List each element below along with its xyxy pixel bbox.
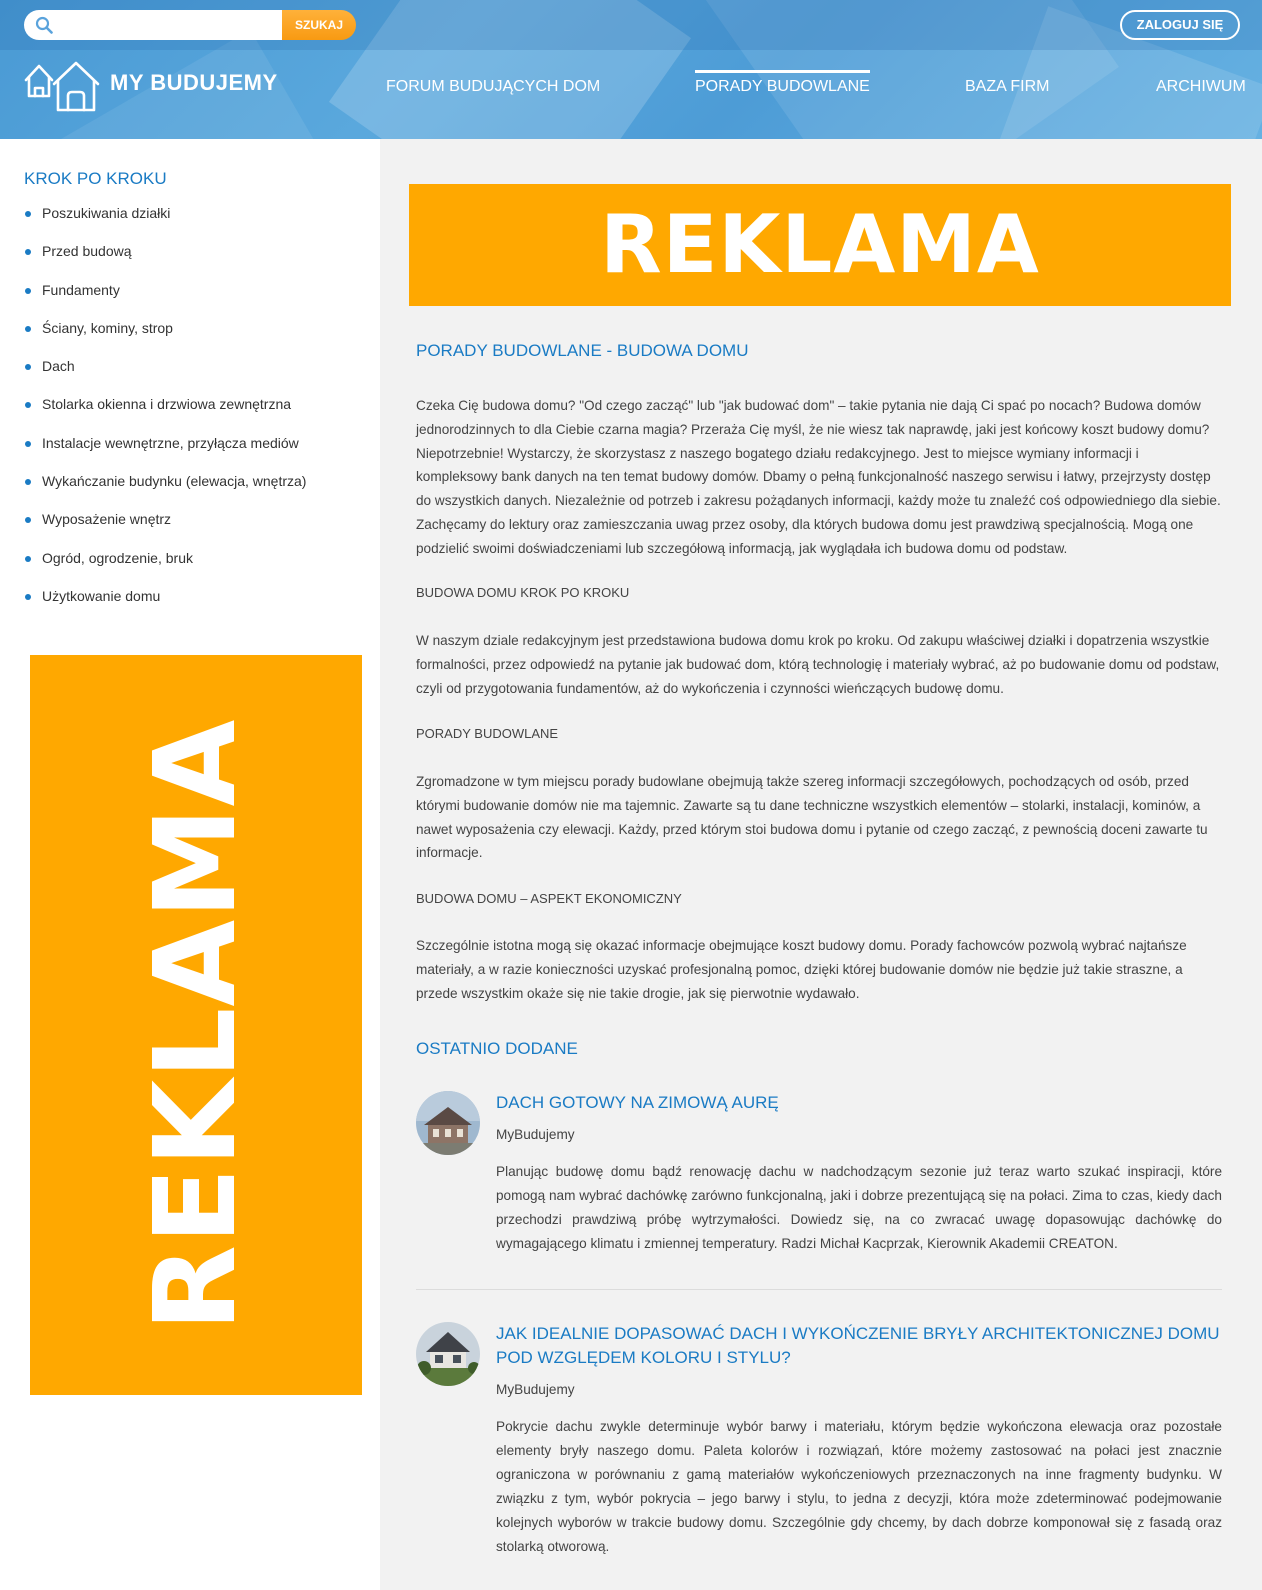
article-thumbnail[interactable] xyxy=(416,1091,480,1155)
sidebar-item-label: Ogród, ogrodzenie, bruk xyxy=(42,549,193,566)
sidebar-item-wykanczanie[interactable] xyxy=(24,473,306,511)
section-heading-aspekt-ekonomiczny: BUDOWA DOMU – ASPEKT EKONOMICZNY xyxy=(416,891,682,906)
bullet-icon xyxy=(25,364,31,370)
search-button[interactable]: SZUKAJ xyxy=(282,10,356,40)
sidebar-item-instalacje[interactable] xyxy=(24,435,306,473)
sidebar-item-przed-budowa[interactable] xyxy=(24,243,306,281)
section-heading-krok-po-kroku: BUDOWA DOMU KROK PO KROKU xyxy=(416,585,630,600)
bullet-icon xyxy=(25,594,31,600)
sidebar-item-poszukiwania-dzialki[interactable] xyxy=(24,205,306,243)
top-ad-text: REKLAMA xyxy=(600,198,1040,291)
house-photo-icon xyxy=(416,1091,480,1155)
article-item xyxy=(416,1322,1222,1582)
bullet-icon xyxy=(25,402,31,408)
search-icon xyxy=(35,16,53,34)
bullet-icon xyxy=(25,517,31,523)
search-field[interactable] xyxy=(24,10,282,40)
sidebar-item-label: Poszukiwania działki xyxy=(42,205,171,221)
sidebar-menu xyxy=(24,205,306,626)
house-logo-icon xyxy=(24,60,100,112)
search-bar xyxy=(24,10,356,40)
sidebar-item-label: Fundamenty xyxy=(42,281,120,298)
bullet-icon xyxy=(25,556,31,562)
logo-text: MY BUDUJEMY xyxy=(110,70,278,95)
sidebar-title: KROK PO KROKU xyxy=(24,169,167,188)
sidebar-item-label: Wyposażenie wnętrz xyxy=(42,511,172,528)
article-title[interactable]: DACH GOTOWY NA ZIMOWĄ AURĘ xyxy=(496,1093,779,1112)
site-header xyxy=(0,0,1262,139)
house-photo-icon xyxy=(416,1322,480,1386)
nav-baza-firm[interactable]: BAZA FIRM xyxy=(965,78,1050,95)
intro-paragraph: Czeka Cię budowa domu? "Od czego zacząć" lub "jak budować dom" – takie pytania nie dają Ci spać po nocach? Budowa domów jednorodzinnych to dla Ciebie czarna magia? Przeraża Cię myśl, że nie wiesz tak naprawdę, jaki jest końcowy koszt budowy domu? Niepotrzebnie! Wystarczy, że skorzystasz z naszego bogatego działu redakcyjnego. Jest to miejsce wymiany informacji i kompleksowy bank danych na ten temat budowy domów. Dbamy o pełną funkcjonalność naszego serwisu i łatwy, przejrzysty dostęp do wszystkich danych. Niezależnie od potrzeb i zakresu pożądanych informacji, każdy może tu znaleźć coś odpowiedniego dla siebie. Zachęcamy do lektury oraz zamieszczania uwag przez osoby, dla których budowa domu jest prawdziwą specjalnością. Mogą one podzielić swoimi doświadczeniami lub szczegółową informacją, jak wyglądała ich budowa domu od podstaw. xyxy=(416,398,1221,556)
section-heading-porady: PORADY BUDOWLANE xyxy=(416,726,559,741)
sidebar-item-label: Ściany, kominy, strop xyxy=(42,319,173,336)
sidebar-item-fundamenty[interactable] xyxy=(24,282,306,320)
sidebar-item-label: Użytkowanie domu xyxy=(42,587,161,604)
sidebar-item-label: Dach xyxy=(42,358,75,375)
sidebar xyxy=(0,139,380,1590)
sidebar-item-stolarka[interactable] xyxy=(24,396,306,434)
article-author: MyBudujemy xyxy=(496,1127,575,1142)
sidebar-item-wyposazenie[interactable] xyxy=(24,511,306,549)
top-ad-banner[interactable] xyxy=(409,184,1231,306)
sidebar-ad-text: REKLAMA xyxy=(131,718,261,1332)
main-content xyxy=(380,139,1262,1590)
sidebar-item-sciany[interactable] xyxy=(24,320,306,358)
sidebar-item-label: Przed budową xyxy=(42,243,132,260)
login-button[interactable]: ZALOGUJ SIĘ xyxy=(1120,10,1240,40)
bullet-icon xyxy=(25,326,31,332)
section-paragraph-aspekt-ekonomiczny: Szczególnie istotna mogą się okazać informacje obejmujące koszt budowy domu. Porady fachowców pozwolą wybrać najtańsze materiały, a w razie konieczności uzyskać profesjonalną pomoc, dzięki której budowanie domów nie będzie już takie straszne, a przede wszystkim okaże się nie takie drogie, jak się pierwotnie wydawało. xyxy=(416,938,1187,1001)
article-divider xyxy=(416,1289,1222,1290)
sidebar-item-label: Instalacje wewnętrzne, przyłącza mediów xyxy=(42,434,299,451)
sidebar-item-uzytkowanie[interactable] xyxy=(24,588,306,626)
nav-forum[interactable]: FORUM BUDUJĄCYCH DOM xyxy=(386,78,601,95)
sidebar-item-label: Stolarka okienna i drzwiowa zewnętrzna xyxy=(42,396,292,413)
nav-archiwum[interactable]: ARCHIWUM xyxy=(1156,78,1246,95)
sidebar-item-dach[interactable] xyxy=(24,358,306,396)
article-author: MyBudujemy xyxy=(496,1382,575,1397)
sidebar-item-label: Wykańczanie budynku (elewacja, wnętrza) xyxy=(42,473,307,490)
article-excerpt: Planując budowę domu bądź renowację dachu w nadchodzącym sezonie już teraz warto szukać inspiracji, które pomogą nam wybrać dachówkę zarówno funkcjonalną, jaki i dobrze prezentującą się na połaci. Zima to czas, kiedy dach przechodzi prawdziwą próbę wytrzymałości. Dowiedz się, na co zwracać uwagę dopasowując dachówkę do wymagającego klimatu i zmiennej temperatury. Radzi Michał Kacprzak, Kierownik Akademii CREATON. xyxy=(496,1164,1222,1251)
nav-porady-budowlane[interactable]: PORADY BUDOWLANE xyxy=(695,78,870,95)
article-item xyxy=(416,1091,1222,1261)
bullet-icon xyxy=(25,479,31,485)
bullet-icon xyxy=(25,249,31,255)
article-thumbnail[interactable] xyxy=(416,1322,480,1386)
article-excerpt: Pokrycie dachu zwykle determinuje wybór barwy i materiału, którym będzie wykończona elewacja oraz pozostałe elementy bryły naszego domu. Paleta kolorów i rozwiązań, które możemy zastosować na połaci jest znacznie ograniczona w porównaniu z gamą materiałów wykończeniowych przeznaczonych na inne fragmenty budynku. W związku z tym, wybór pokrycia – jego barwy i stylu, to jedna z decyzji, która może zdeterminować podejmowanie kolejnych wyborów w trakcie budowy domu. Szczególnie gdy chcemy, by dach dobrze komponował się z fasadą oraz stolarką otworową. xyxy=(496,1419,1222,1554)
bullet-icon xyxy=(25,288,31,294)
article-title[interactable]: JAK IDEALNIE DOPASOWAĆ DACH I WYKOŃCZENIE BRYŁY ARCHITEKTONICZNEJ DOMU POD WZGLĘDEM KOLORU I STYLU? xyxy=(496,1324,1220,1367)
page-title: PORADY BUDOWLANE - BUDOWA DOMU xyxy=(416,341,749,360)
section-paragraph-krok-po-kroku: W naszym dziale redakcyjnym jest przedstawiona budowa domu krok po kroku. Od zakupu właściwej działki i dopatrzenia wszystkie formalności, przez odpowiedź na pytanie jak budować dom, którą technologię i materiały wybrać, aż po budowanie domu od podstaw, czyli od przygotowania fundamentów, aż do wykończenia i czynności wieńczących budowę domu. xyxy=(416,633,1220,696)
search-input[interactable] xyxy=(64,16,274,34)
bullet-icon xyxy=(25,441,31,447)
section-paragraph-porady: Zgromadzone w tym miejscu porady budowlane obejmują także szereg informacji szczegółowych, pochodzących od osób, przed którymi budowanie domów nie ma tajemnic. Zawarte są tu dane techniczne wszystkich elementów – stolarki, instalacji, kominów, a nawet wyposażenia czy elewacji. Każdy, przed którym stoi budowa domu i pytanie od czego zacząć, z pewnością doceni zawarte tu informacje. xyxy=(416,774,1208,861)
recent-title: OSTATNIO DODANE xyxy=(416,1039,578,1058)
sidebar-item-ogrod[interactable] xyxy=(24,550,306,588)
bullet-icon xyxy=(25,211,31,217)
sidebar-ad-banner[interactable] xyxy=(30,655,362,1395)
